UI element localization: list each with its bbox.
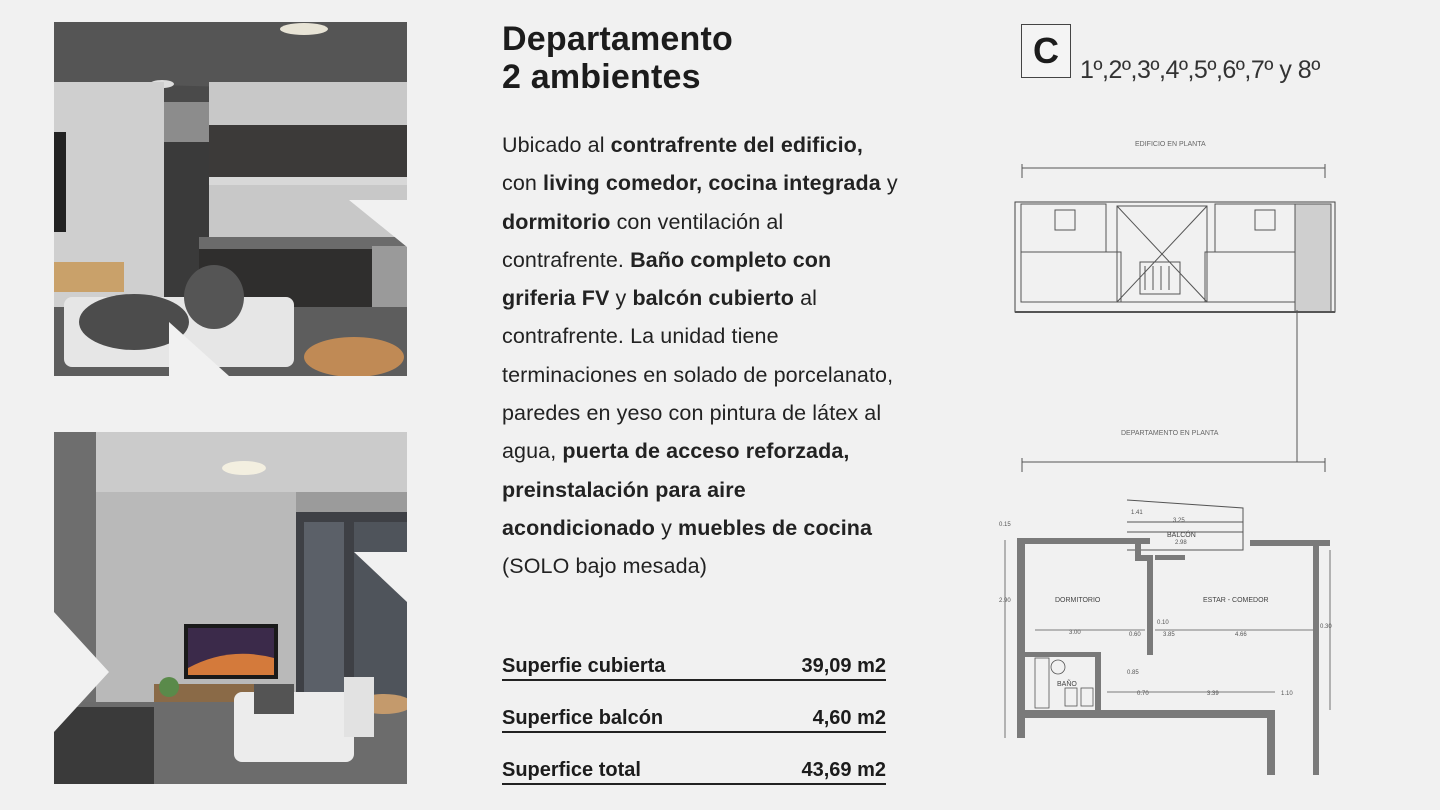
room-label-balcon: BALCÓN: [1167, 532, 1196, 539]
dim-label: 3.25: [1173, 518, 1185, 524]
balcony-area-row: [502, 706, 886, 733]
description-text: Ubicado al: [502, 133, 611, 157]
description-highlight: Baño completo con griferia FV: [502, 247, 832, 311]
page-title: [502, 20, 733, 96]
balcony-area-value: 4,60 m2: [812, 707, 886, 729]
kitchen-render-image: [54, 22, 407, 376]
total-area-value: 43,69 m2: [801, 759, 886, 781]
dim-label: 3.85: [1163, 632, 1175, 638]
unit-floors: 1º,2º,3º,4º,5º,6º,7º y 8º: [1080, 56, 1320, 84]
dim-label: 0.70: [1137, 691, 1149, 697]
dim-label: 4.66: [1235, 632, 1247, 638]
description-highlight: living comedor, cocina integrada: [543, 171, 881, 196]
room-label-dormitorio: DORMITORIO: [1055, 597, 1101, 604]
dim-label: 3.00: [1069, 630, 1081, 636]
room-label-bano: BAÑO: [1057, 681, 1077, 688]
covered-area-label: Superfie cubierta: [502, 655, 666, 677]
dim-label: 2.90: [999, 598, 1011, 604]
description-highlight: muebles de cocina: [678, 515, 873, 540]
floor-plans-drawing: [995, 130, 1345, 780]
dim-label: 2.98: [1175, 540, 1187, 546]
description-text: al contrafrente. La unidad tiene terminaciones en solado de porcelanato, paredes en yeso con pintura de látex al agua,: [502, 286, 894, 464]
description-text: y: [655, 515, 679, 540]
dim-label: 0.15: [999, 522, 1011, 528]
dim-label: 0.85: [1127, 670, 1139, 676]
apartment-plan-label: DEPARTAMENTO EN PLANTA: [1121, 430, 1219, 437]
unit-letter-badge: C: [1021, 24, 1071, 78]
room-label-estar: ESTAR - COMEDOR: [1203, 597, 1269, 604]
description-text: con ventilación al contrafrente.: [502, 209, 784, 272]
total-area-row: [502, 758, 886, 785]
dim-label: 1.41: [1131, 510, 1143, 516]
dim-label: 1.10: [1281, 691, 1293, 697]
total-area-label: Superfice total: [502, 759, 641, 781]
description-highlight: puerta de acceso reforzada, preinstalación para aire acondicionado: [502, 439, 850, 540]
description-text: y: [609, 286, 633, 311]
balcony-area-label: Superfice balcón: [502, 707, 664, 729]
description-highlight: balcón cubierto: [632, 286, 795, 311]
living-room-render-image: [54, 432, 407, 784]
description-text: con: [502, 171, 544, 196]
description-text: y: [880, 171, 898, 196]
title-line-2: 2 ambientes: [502, 58, 701, 96]
description-highlight: dormitorio: [502, 209, 611, 234]
description-highlight: contrafrente del edificio,: [610, 133, 863, 157]
title-line-1: Departamento: [502, 20, 734, 58]
building-plan-label: EDIFICIO EN PLANTA: [1135, 141, 1206, 148]
description-text: (SOLO bajo mesada): [502, 554, 707, 579]
unit-description: [502, 126, 902, 586]
dim-label: 0.30: [1320, 624, 1332, 630]
dim-label: 0.10: [1157, 620, 1169, 626]
dim-label: 3.39: [1207, 691, 1219, 697]
covered-area-row: [502, 654, 886, 681]
covered-area-value: 39,09 m2: [801, 655, 886, 677]
dim-label: 0.60: [1129, 632, 1141, 638]
